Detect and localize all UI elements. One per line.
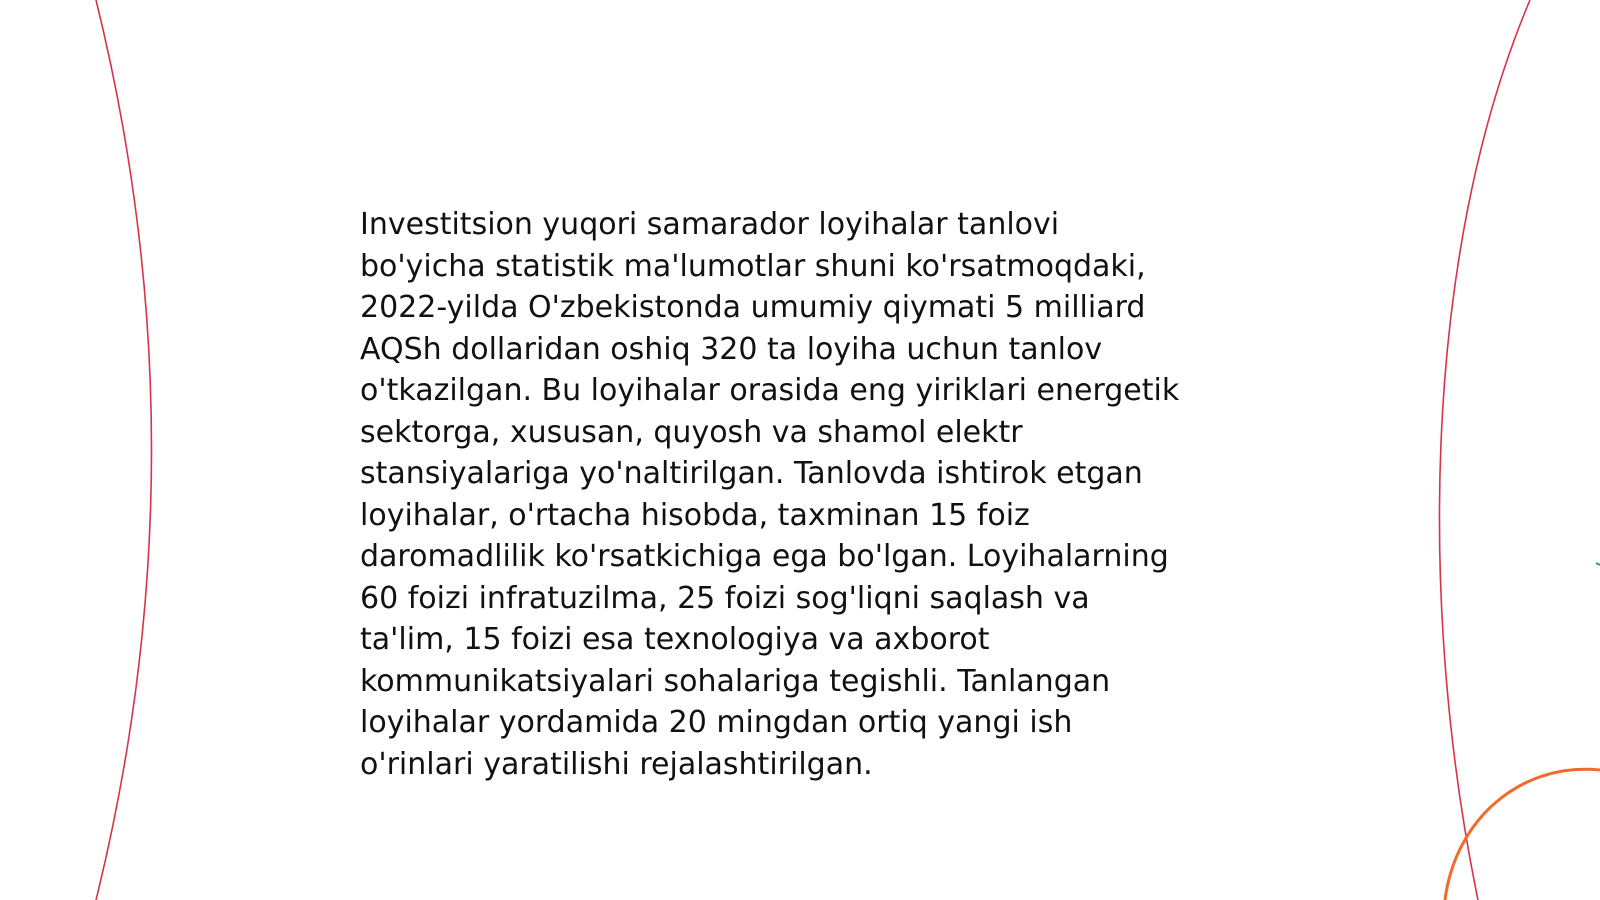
green-accent-mark <box>1596 563 1600 565</box>
left-curve-line <box>96 0 152 900</box>
slide-body-text: Investitsion yuqori samarador loyihalar tanlovi bo'yicha statistik ma'lumotlar shuni ko'rsatmoqdaki, 2022-yilda O'zbekistonda umumiy qiymati 5 milliard AQSh dollaridan oshiq 320 ta loyiha uchun tanlov o'tkazilgan. Bu loyihalar orasida eng yiriklari energetik sektorga, xususan, quyosh va shamol elektr stansiyalariga yo'naltirilgan. Tanlovda ishtirok etgan loyihalar, o'rtacha hisobda, taxminan 15 foiz daromadlilik ko'rsatkichiga ega bo'lgan. Loyihalarning 60 foizi infratuzilma, 25 foizi sog'liqni saqlash va ta'lim, 15 foizi esa texnologiya va axborot kommunikatsiyalari sohalariga tegishli. Tanlangan loyihalar yordamida 20 mingdan ortiq yangi ish o'rinlari yaratilishi rejalashtirilgan. <box>360 207 1180 782</box>
orange-arc-line <box>1445 769 1600 900</box>
right-curve-line <box>1439 0 1530 900</box>
